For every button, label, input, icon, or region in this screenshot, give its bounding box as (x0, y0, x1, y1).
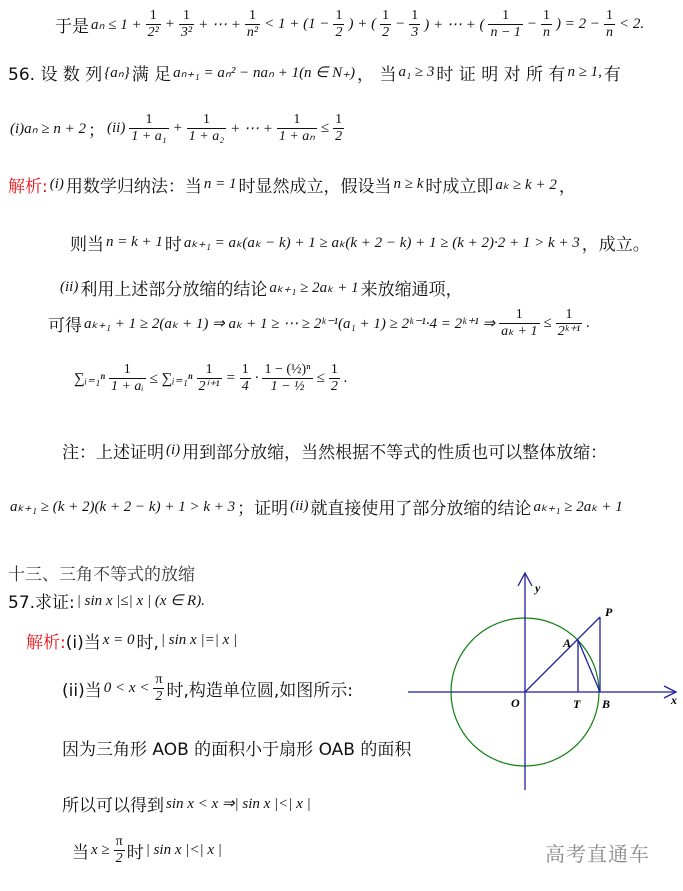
math-expression: . (343, 370, 348, 387)
fraction-numerator: 1 (380, 8, 391, 25)
math-expression: + (172, 120, 183, 137)
math-expression: ) = 2 − (556, 16, 601, 33)
fraction-numerator: 1 (499, 307, 539, 324)
math-expression: aₖ₊₁ ≥ 2aₖ + 1 (533, 499, 623, 515)
text: 注：上述证明 (62, 443, 164, 463)
math-expression: x = 0 (102, 632, 135, 648)
math-expression: n = 1 (203, 176, 237, 192)
text: 时 (126, 843, 144, 864)
math-expression: ≤ ∑ᵢ₌₁ⁿ (149, 371, 193, 388)
fraction-numerator: 1 (245, 8, 260, 25)
fraction-denominator: n² (246, 25, 259, 41)
text: (ii)当 (62, 681, 102, 702)
fraction-denominator: 2² (147, 25, 159, 41)
fraction-denominator: n (606, 25, 614, 41)
fraction-denominator: 1 + a₁ (131, 129, 167, 145)
fraction-numerator: π (114, 834, 125, 851)
math-expression: aₖ ≥ k + 2 (495, 177, 557, 193)
fraction-denominator: aₖ + 1 (501, 324, 538, 340)
text: 用到部分放缩，当然根据不等式的性质也可以整体放缩： (182, 443, 608, 463)
math-expression: < 1 + (1 − (264, 16, 330, 33)
math-expression: 0 < x < (103, 680, 150, 697)
math-expression: (i) (166, 442, 181, 458)
text: 当 (72, 843, 89, 864)
fraction-denominator: 2 (115, 851, 123, 867)
text: 来放缩通项， (360, 280, 463, 300)
fraction-numerator: 1 (333, 8, 344, 25)
label-P: P (605, 605, 613, 619)
fraction-denominator: 2 (335, 129, 343, 145)
text: 时 证 明 对 所 有 (436, 65, 566, 85)
fraction-denominator: 2ᵏ⁺¹ (557, 324, 581, 340)
math-expression: | sin x |<| x | (145, 842, 222, 859)
fraction-numerator: 1 (277, 112, 317, 129)
text: 用数学归纳法：当 (65, 177, 202, 197)
fraction-denominator: n (543, 25, 551, 41)
text: 时, (136, 633, 159, 653)
math-expression: n ≥ k (393, 176, 424, 192)
fraction-numerator: 1 (197, 362, 222, 379)
text: 时成立即 (425, 177, 494, 197)
math-expression: (ii) (290, 498, 309, 514)
math-expression: (i)aₙ ≥ n + 2 (10, 121, 86, 138)
label-x: x (671, 693, 677, 707)
math-expression: aₖ₊₁ ≥ (k + 2)(k + 2 − k) + 1 > k + 3 (10, 499, 236, 515)
text: 时,构造单位圆,如图所示: (166, 681, 353, 702)
fraction-denominator: 1 + aₙ (278, 129, 315, 145)
fraction-denominator: 3² (180, 25, 193, 41)
fraction-denominator: 2ⁱ⁺¹ (198, 379, 220, 395)
text: 时 (164, 235, 182, 255)
text: ，成立。 (581, 235, 650, 255)
fraction-numerator: 1 (604, 8, 615, 25)
fraction-numerator: 1 (556, 307, 583, 324)
math-expression: (ii) (107, 120, 126, 137)
math-expression: = (225, 370, 236, 387)
text: 利用上述部分放缩的结论 (80, 280, 268, 300)
fraction-denominator: 2 (335, 25, 343, 41)
math-expression: x ≥ (91, 842, 110, 859)
math-expression: − (526, 16, 538, 33)
text: (i)当 (65, 633, 101, 653)
text: 则当 (70, 235, 104, 255)
fraction-denominator: 1 + aᵢ (110, 379, 144, 395)
text: 十三、三角不等式的放缩 (8, 565, 195, 585)
label-B: B (602, 697, 611, 711)
fraction-denominator: 1 + a₂ (188, 129, 225, 145)
fraction-numerator: 1 (240, 362, 251, 379)
math-expression: < 2. (619, 16, 645, 33)
fraction-numerator: 1 (541, 8, 552, 25)
text: 有 (603, 65, 621, 85)
fraction-numerator: 1 (179, 8, 194, 25)
math-expression: | sin x |≤| x | (x ∈ R). (76, 593, 205, 609)
math-expression: aₖ₊₁ ≥ 2aₖ + 1 (269, 280, 359, 296)
text: ；证明 (237, 499, 289, 519)
fraction-denominator: n − 1 (490, 25, 521, 41)
math-expression: aₖ₊₁ = aₖ(aₖ − k) + 1 ≥ aₖ(k + 2 − k) + 1 ≥ (k + 2)·2 + 1 > k + 3 (183, 235, 580, 251)
math-expression: aₖ₊₁ + 1 ≥ 2(aₖ + 1) ⇒ aₖ + 1 ≥ ⋯ ≥ 2ᵏ⁻¹(a₁ + 1) ≥ 2ᵏ⁻¹·4 = 2ᵏ⁺¹ ⇒ (84, 316, 496, 333)
math-expression: − (395, 16, 406, 33)
text: 所以可以得到 (62, 796, 164, 816)
fraction-denominator: 1 − ½ (270, 379, 305, 395)
label-T: T (573, 697, 581, 711)
math-expression: aₙ₊₁ = aₙ² − naₙ + 1(n ∈ N₊) (173, 65, 356, 81)
fraction-denominator: 4 (241, 379, 249, 395)
math-expression: | sin x |=| x | (160, 632, 238, 648)
label-O: O (511, 696, 520, 710)
fraction-denominator: 3 (411, 25, 419, 41)
label-A: A (563, 636, 572, 650)
text: 57.求证: (8, 593, 75, 613)
fraction-numerator: 1 − (½)ⁿ (262, 362, 312, 379)
text: ， 当 (357, 65, 397, 85)
math-expression: · (254, 370, 259, 387)
text: 可得 (48, 316, 82, 337)
text: 56. 设 数 列 (8, 65, 103, 85)
math-expression: (ii) (60, 279, 79, 295)
math-expression: ≤ (316, 370, 325, 387)
text: 时显然成立，假设当 (238, 177, 392, 197)
math-expression: ) + ⋯ + ( (424, 17, 485, 34)
math-expression: . (586, 315, 591, 332)
fraction-denominator: 2 (382, 25, 390, 41)
text: 满 足 (131, 65, 172, 85)
watermark: 高考直通车 (545, 842, 650, 866)
math-expression: ) + ( (348, 16, 377, 33)
math-expression: n = k + 1 (106, 234, 163, 250)
fraction-denominator: 2 (330, 379, 338, 395)
math-expression: + ⋯ + (198, 17, 241, 34)
label-y: y (535, 581, 541, 595)
text: 于是 (55, 17, 89, 38)
fraction-numerator: π (153, 672, 164, 689)
fraction-numerator: 1 (409, 8, 420, 25)
math-expression: ≤ (320, 120, 330, 137)
math-expression: ∑ᵢ₌₁ⁿ (74, 371, 105, 388)
math-expression: n ≥ 1, (567, 64, 602, 80)
math-expression: sin x < x ⇒| sin x |<| x | (166, 796, 311, 812)
math-expression: ≤ (543, 315, 552, 332)
fraction-numerator: 1 (109, 362, 146, 379)
fraction-numerator: 1 (488, 8, 522, 25)
text: 因为三角形 AOB 的面积小于扇形 OAB 的面积 (62, 740, 412, 760)
fraction-numerator: 1 (146, 8, 161, 25)
text: 就直接使用了部分放缩的结论 (310, 499, 532, 519)
math-expression: a₁ ≥ 3 (398, 64, 435, 80)
text: ； (88, 121, 105, 142)
fraction-numerator: 1 (187, 112, 226, 129)
math-expression: + ⋯ + (230, 121, 273, 138)
fraction-numerator: 1 (329, 362, 340, 379)
text: ， (558, 177, 576, 197)
segment-AB (578, 640, 600, 692)
math-expression: {aₙ} (104, 65, 130, 81)
fraction-denominator: 2 (155, 689, 163, 705)
solution-label: 解析: (8, 177, 48, 197)
math-expression: + (164, 16, 175, 33)
fraction-numerator: 1 (333, 112, 344, 129)
solution-label: 解析: (26, 633, 66, 653)
fraction-numerator: 1 (129, 112, 168, 129)
math-expression: (i) (49, 176, 64, 192)
math-expression: aₙ ≤ 1 + (91, 17, 142, 34)
